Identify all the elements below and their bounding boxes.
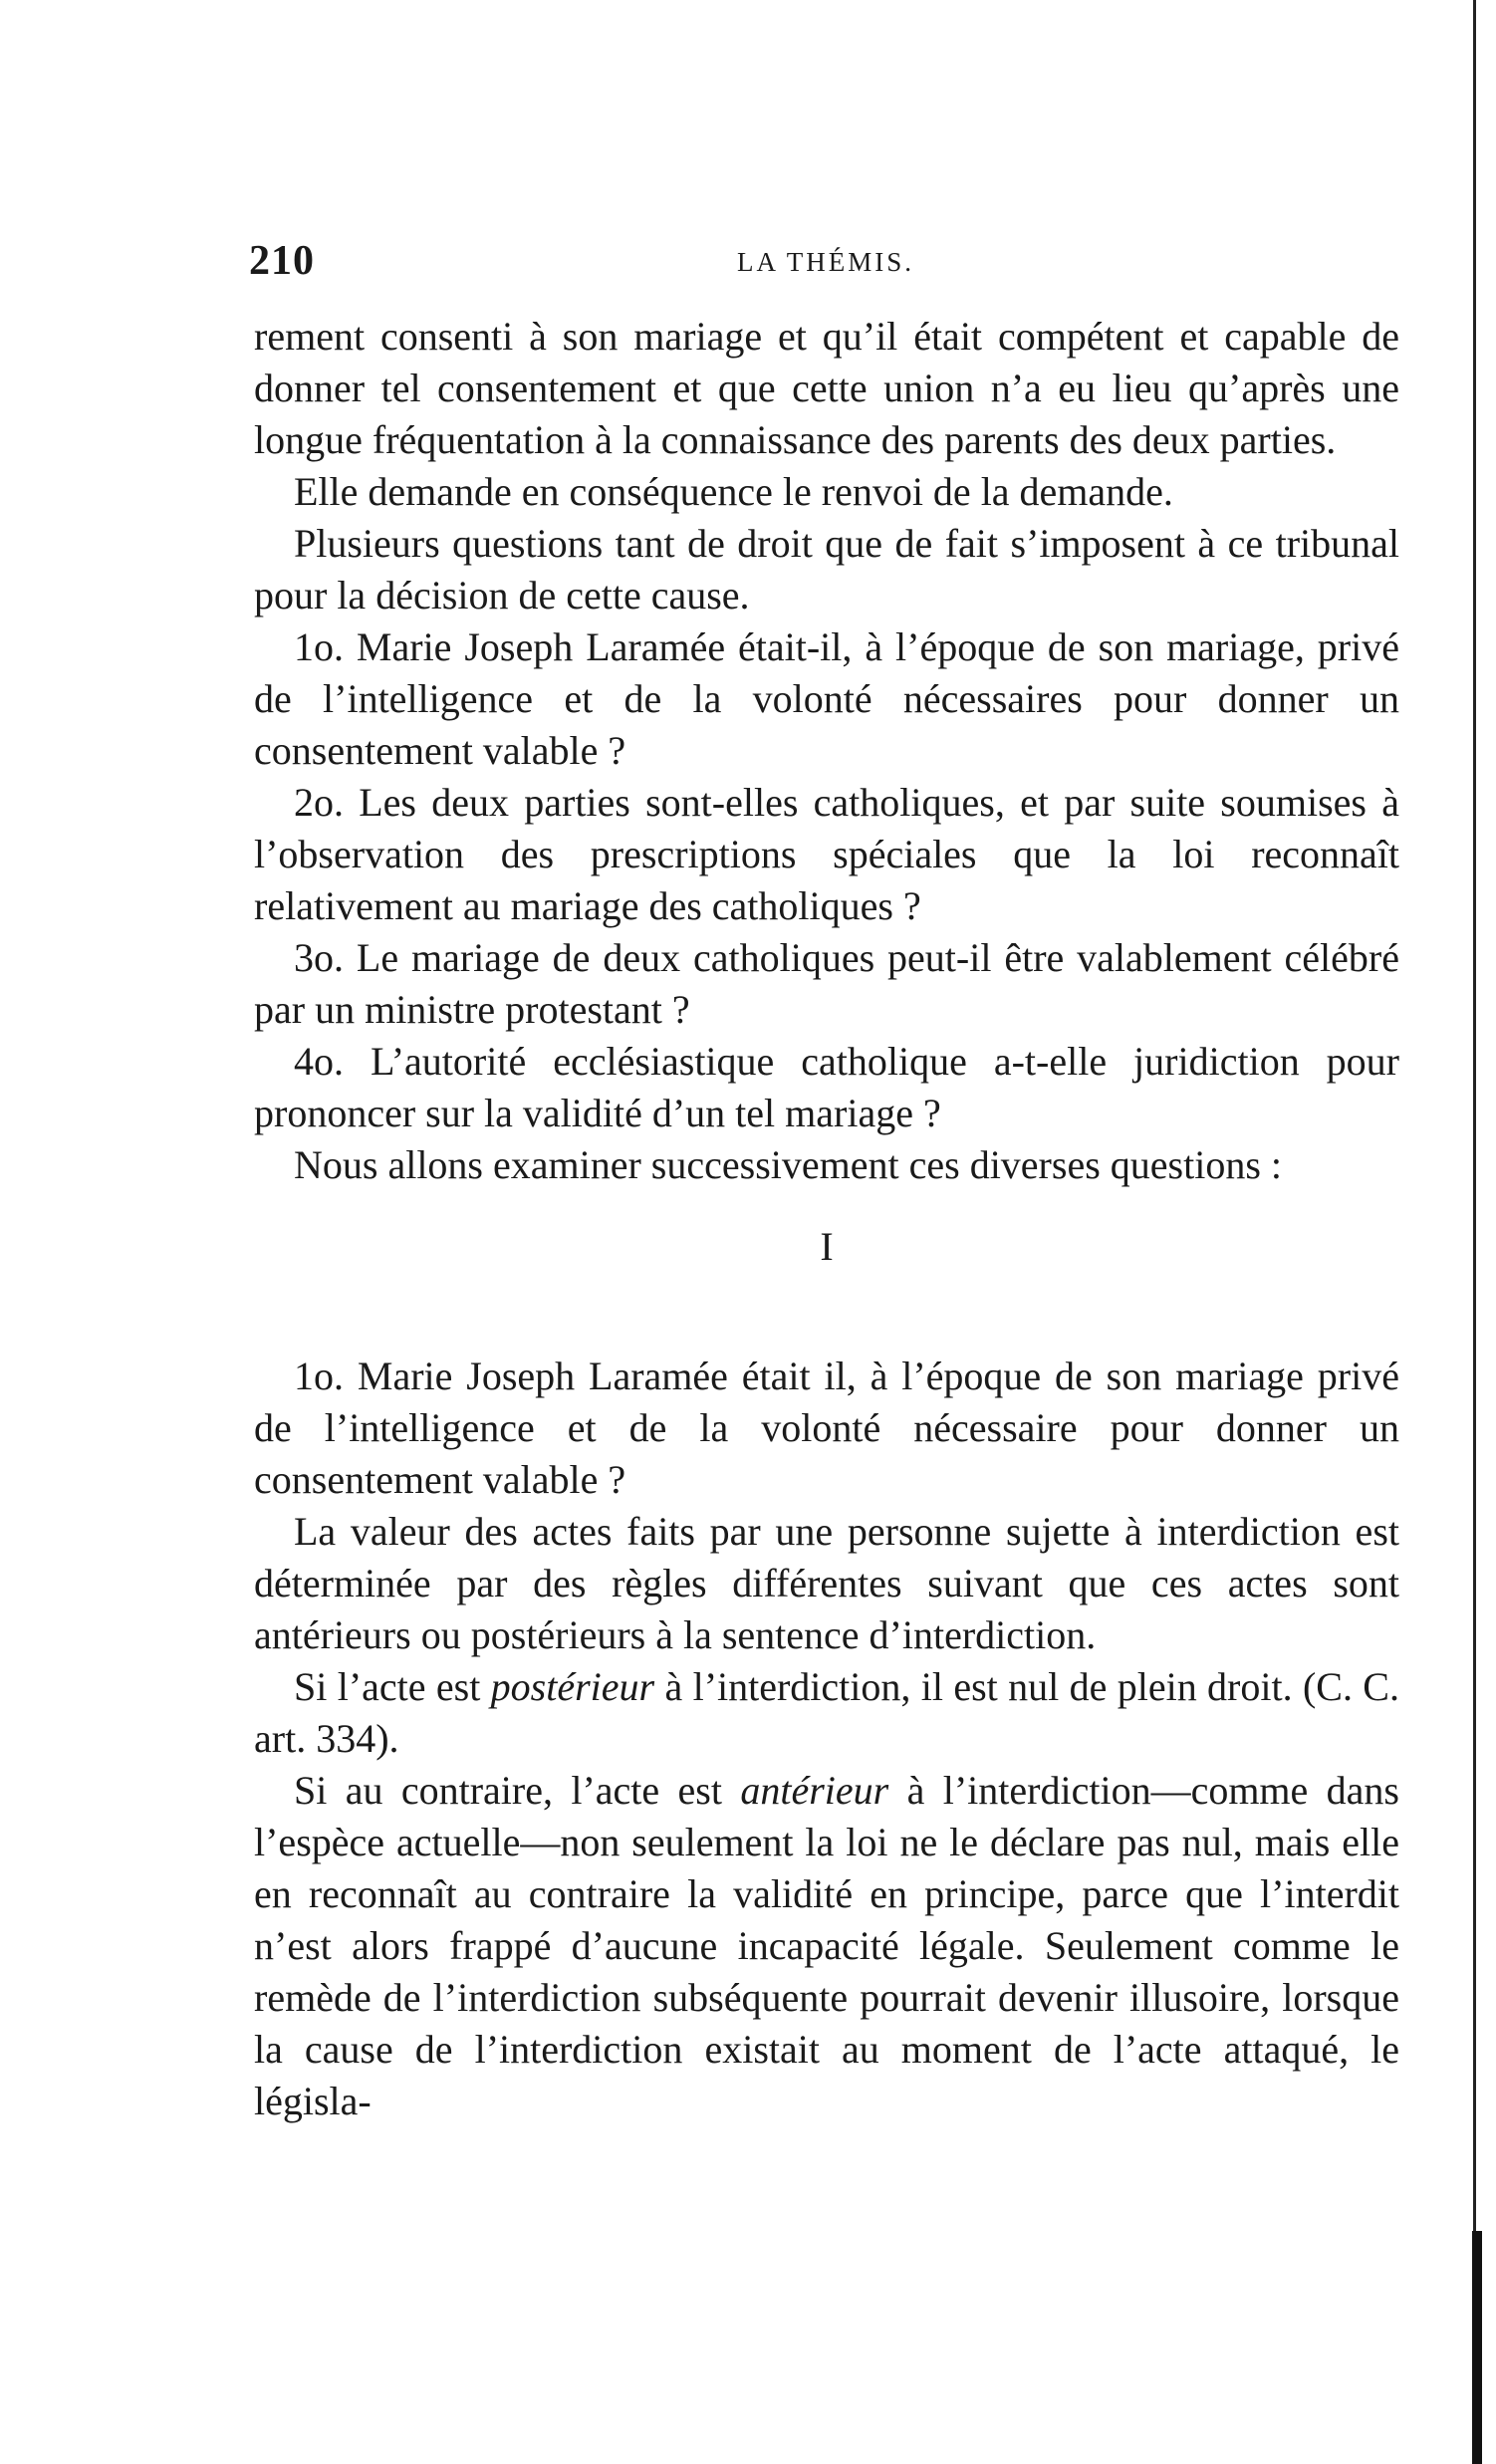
paragraph-anterieur — [254, 1765, 1399, 2127]
body-text — [254, 311, 1399, 2127]
paragraph: Plusieurs questions tant de droit que de fait s’imposent à ce tribunal pour la décision de cette cause. — [254, 521, 1399, 617]
question-item: 1o. Marie Joseph Laramée était il, à l’époque de son mariage privé de l’intelligence et de la volonté nécessaire pour donner un consentement valable ? — [254, 1354, 1399, 1502]
question-item: 3o. Le mariage de deux catholiques peut-il être valablement célébré par un ministre protestant ? — [254, 935, 1399, 1032]
italic-term: antérieur — [740, 1768, 889, 1813]
paragraph-continuation: rement consenti à son mariage et qu’il était compétent et capable de donner tel consentement et que cette union n’a eu lieu qu’après une longue fréquentation à la connaissance des parents des deux parties. — [254, 314, 1399, 462]
text-span: Si au contraire, l’acte est — [294, 1768, 741, 1813]
paragraph: Elle demande en conséquence le renvoi de la demande. — [294, 469, 1173, 514]
running-title: LA THÉMIS. — [737, 247, 915, 277]
text-span: à l’interdiction, il est nul de plein droit. (C. C. art. 334). — [254, 1664, 1399, 1761]
text-span: Si l’acte est — [294, 1664, 491, 1709]
paragraph: Nous allons examiner successivement ces diverses questions : — [294, 1142, 1282, 1187]
paragraph-posterieur — [254, 1661, 1399, 1765]
page-header — [249, 237, 1394, 293]
page-number: 210 — [249, 238, 315, 284]
question-item: 1o. Marie Joseph Laramée était-il, à l’époque de son mariage, privé de l’intelligence et de la volonté nécessaires pour donner un consentement valable ? — [254, 624, 1399, 773]
page-edge-binding — [1472, 2231, 1482, 2464]
section-heading: I — [820, 1224, 834, 1269]
paragraph: La valeur des actes faits par une personne sujette à interdiction est déterminée par des règles différentes suivant que ces actes sont antérieurs ou postérieurs à la sentence d’interdiction. — [254, 1509, 1399, 1657]
page-edge-line — [1473, 0, 1476, 2464]
text-span: à l’interdiction—comme dans l’espèce actuelle—non seulement la loi ne le déclare pas nul, mais elle en reconnaît au contraire la validité en principe, parce que l’interdit n’est alors frappé d’aucune incapacité légale. Seulement comme le remède de l’interdiction subséquente pourrait devenir illusoire, lorsque la cause de l’interdiction existait au moment de l’acte attaqué, le législa- — [254, 1768, 1399, 2123]
question-item: 2o. Les deux parties sont-elles catholiques, et par suite soumises à l’observation des prescriptions spéciales que la loi reconnaît relativement au mariage des catholiques ? — [254, 780, 1399, 928]
question-item: 4o. L’autorité ecclésiastique catholique a-t-elle juridiction pour prononcer sur la validité d’un tel mariage ? — [254, 1039, 1399, 1135]
italic-term: postérieur — [490, 1664, 655, 1709]
